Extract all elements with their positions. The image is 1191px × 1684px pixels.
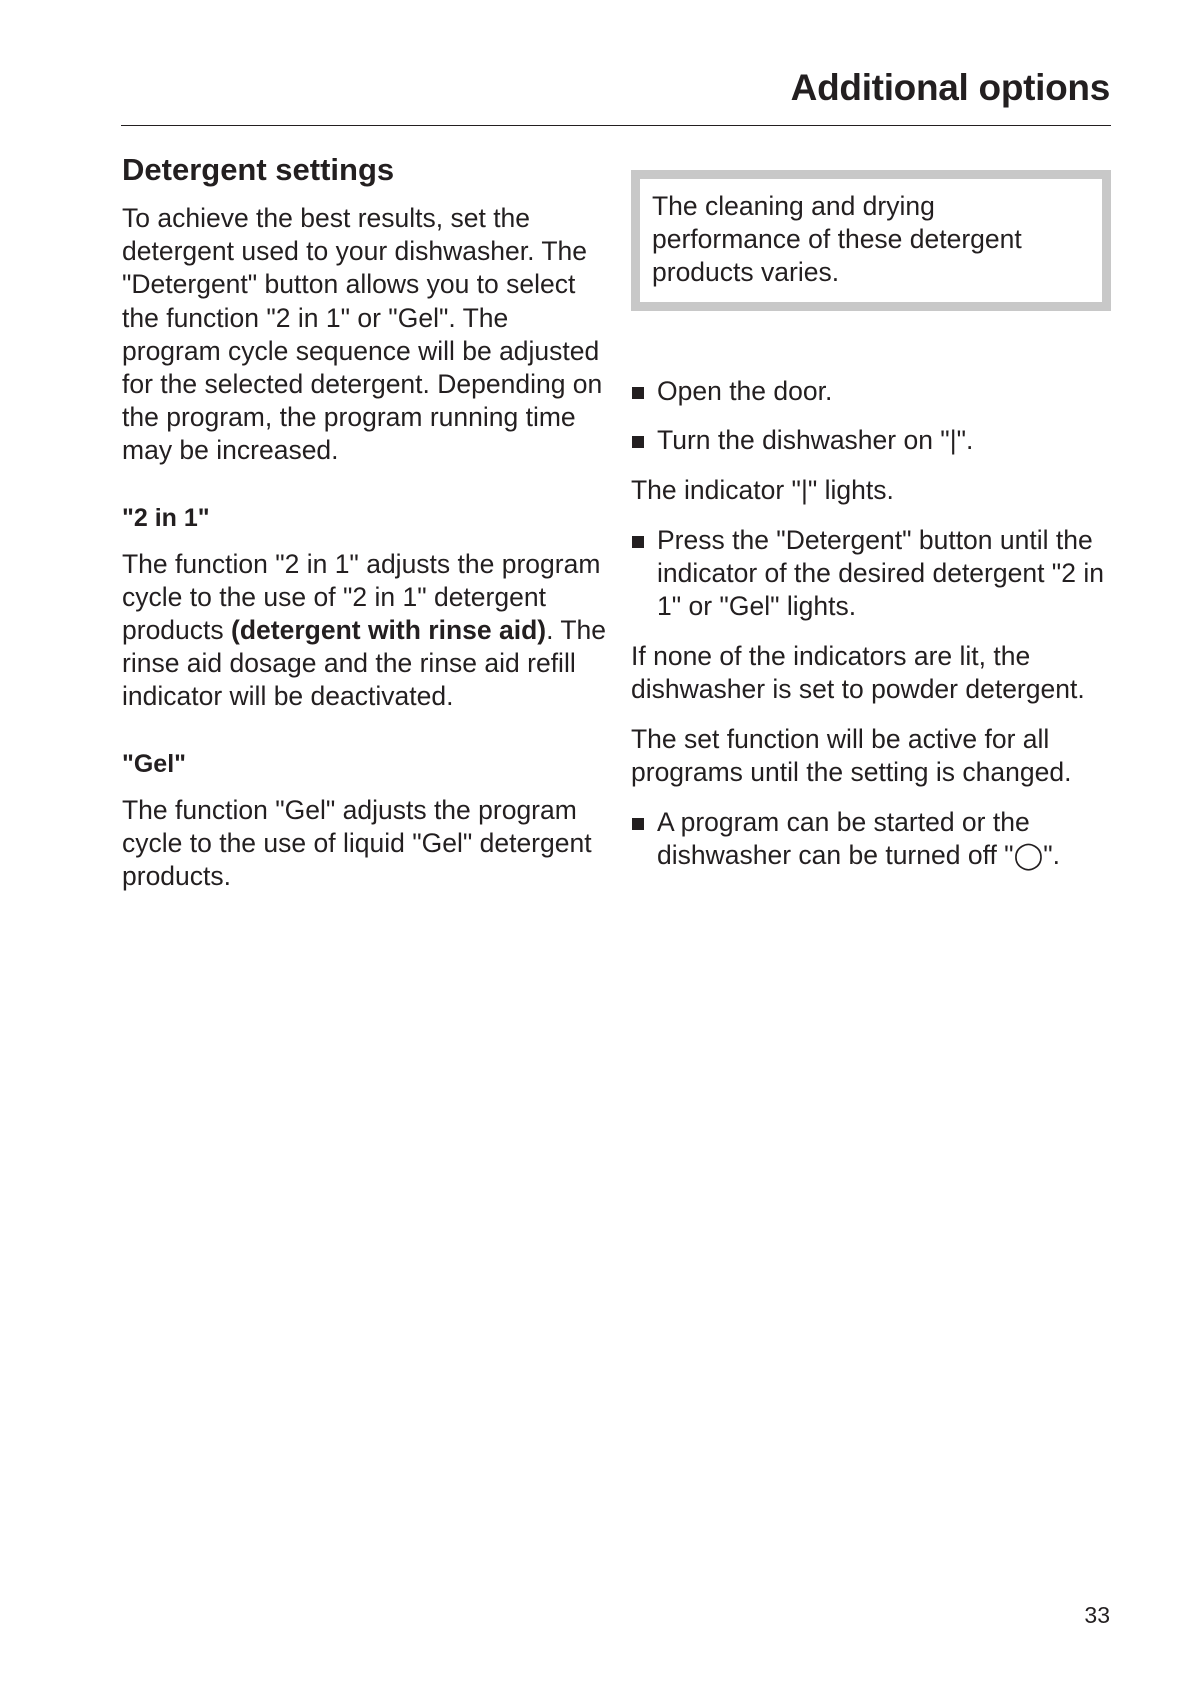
gel-paragraph: The function "Gel" adjusts the program cycle to the use of liquid "Gel" detergent products. [122, 794, 592, 892]
step-text: Turn the dishwasher on "|". [657, 425, 974, 456]
square-bullet-icon [632, 436, 644, 448]
two-in-one-text-end: . The rinse aid dosage and the rinse aid refill indicator will be deactivated. [122, 615, 607, 712]
page-number: 33 [1084, 1602, 1110, 1628]
step-open-door [631, 375, 1111, 408]
step-text: Press the "Detergent" button until the indicator of the desired detergent "2 in 1" or "Gel" lights. [657, 524, 1104, 622]
two-in-one-text-start: The function "2 in 1" adjusts the program cycle to the use of "2 in 1" detergent products [122, 548, 601, 646]
page-title: Additional options [790, 67, 1110, 108]
notice-box [631, 170, 1111, 311]
square-bullet-icon [632, 536, 644, 548]
two-in-one-heading: "2 in 1" [122, 503, 210, 532]
intro-paragraph: To achieve the best results, set the detergent used to your dishwasher. The "Detergent" button allows you to select the function "2 in 1" or "Gel". The program cycle sequence will be adjusted for the selected detergent. Depending on the program, the program running time may be increased. [122, 203, 603, 466]
result-setting-active: The set function will be active for all programs until the setting is changed. [631, 723, 1072, 787]
square-bullet-icon [632, 818, 644, 830]
step-text: A program can be started or the dishwasher can be turned off "◯". [657, 806, 1061, 870]
step-press-detergent [631, 524, 1111, 624]
result-powder-detergent: If none of the indicators are lit, the dishwasher is set to powder detergent. [631, 640, 1085, 705]
two-in-one-paragraph [122, 548, 607, 714]
step-text: Open the door. [657, 375, 833, 406]
right-column [631, 170, 1111, 889]
left-column [122, 150, 607, 893]
instruction-steps [631, 375, 1111, 872]
title-divider [121, 125, 1111, 126]
result-indicator-lights: The indicator "|" lights. [631, 475, 894, 506]
gel-heading: "Gel" [122, 749, 187, 778]
two-in-one-bold-text: (detergent with rinse aid) [231, 615, 547, 646]
square-bullet-icon [632, 387, 644, 399]
notice-text: The cleaning and drying performance of these detergent products varies. [652, 191, 1022, 288]
step-start-or-off [631, 806, 1111, 872]
step-turn-on [631, 424, 1111, 457]
section-heading: Detergent settings [122, 152, 395, 187]
